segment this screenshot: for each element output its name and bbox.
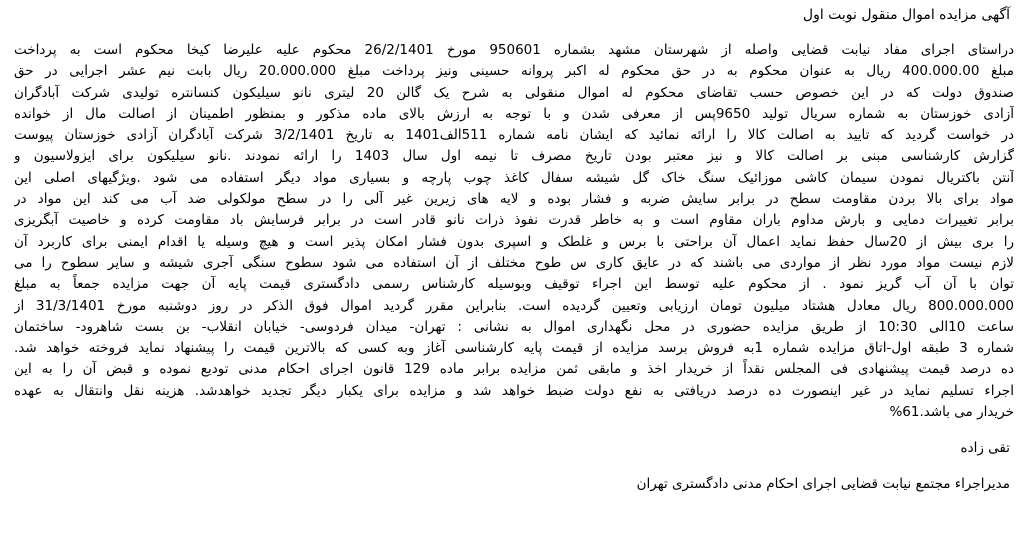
notice-body-line: دراستای اجرای مفاد نیابت قضایی واصله از شهرستان مشهد بشماره 950601 مورخ 26/2/1401 محکوم علیه علیرضا کیخا محکوم است به پرداخت [14, 42, 1014, 58]
notice-body-line: برابر تغییرات دمایی و بارش مداوم باران مقاوم است و به خاطر قدرت نفوذ ذرات نانو قادر است در برابر فرسایش باد مقاومت کرده و خاصیت آبگریزی [14, 212, 1014, 229]
notice-body-line: توان با آن آب گریز نمود . از محکوم علیه توسط این اجراء توقیف وبوسیله کارشناس رسمی دادگستری قیمت پایه آن جهت مزایده جمعاً به مبلغ [14, 276, 1014, 293]
notice-title: آگهی مزایده اموال منقول نوبت اول [802, 7, 1010, 23]
notice-body [14, 40, 1014, 423]
notice-body-line: آزادی خوزستان به شماره سریال تولید 9650پس از معرفی شدن و با توجه به ارزش بالای ماده مذکور و بمنظور اطمینان از اصالت مال از خوانده [14, 105, 1014, 122]
notice-body-line: صندوق دولت که در این خصوص حسب تقاضای محکوم له اموال منقولی به شرح یک گالن 20 لیتری نانو سیلیکون کنسانتره تولیدی شرکت آبادگران [14, 84, 1014, 101]
notice-body-line: ساعت 10الی 10:30 از طریق مزایده حضوری در محل نگهداری اموال به نشانی : تهران- میدان فردوسی- خیابان انقلاب- بن بست شاهرود- ساختمان [14, 318, 1014, 335]
notice-body-line: خریدار می باشد.61% [889, 404, 1014, 421]
notice-body-line: اجراء تسلیم نماید در غیر اینصورت ده درصد دریافتی به نفع دولت ضبط خواهد شد و مزایده برای یکبار دیگر تجدید خواهدشد. هزینه نقل وانتقال به عهده [14, 382, 1014, 399]
notice-body-line: در خواست گردید که تایید به اصالت کالا را ارائه نمائید که ایشان نامه شماره 511الف1401 به تاریخ 3/2/1401 شرکت آبادگران آزادی خوزستان پیوست [14, 127, 1014, 144]
notice-body-line: لازم نیست مواد مورد نظر از مواردی می باشند که در عایق کاری س طوح مختلف از آن استفاده می شود سطوح سنگی آجری شیشه و سایر سطوح را می [14, 254, 1014, 271]
notice-body-line: مواد برای بالا بردن مقاومت سطح در برابر سایش ضربه و فشار بوده و لایه های زیرین غیر آلی را در سطح مولکولی ضد آب می کند این مواد در [14, 191, 1014, 208]
signer-name: تقی زاده [960, 440, 1010, 457]
notice-body-line: گزارش کارشناسی مبنی بر اصالت کالا و نیز معتبر بودن تاریخ مصرف تا نیمه اول سال 1403 را ارائه نمودند .نانو سیلیکون برای ایزولاسیون و [14, 148, 1014, 165]
issuing-office: مدیراجراء مجتمع نیابت قضایی اجرای احکام مدنی دادگستری تهران [636, 476, 1010, 493]
notice-body-line: 800.000.000 ریال معادل هشتاد میلیون تومان ارزیابی وتعیین گردیده است. بنابراین مقرر گردید اموال فوق الذکر در روز دوشنبه مورخ 31/3/1401 از [14, 297, 1014, 314]
notice-body-line: ده درصد قیمت پیشنهادی فی المجلس نقداً از خریدار اخذ و مابقی ثمن مزایده برابر ماده 129 قانون اجرای احکام مدنی تودیع نموده و قبض آن را به این [14, 361, 1014, 378]
notice-body-line: را بری بیش از 20سال حفظ نماید اعمال آن براحتی با برس و غلطک و اسپری بدون فشار امکان پذیر است و هیچ وسیله یا اقدام ایمنی برای کاربرد آن [14, 233, 1014, 250]
notice-body-line: آنتن باکتریال نمودن سیمان کاشی موزائیک سنگ خاک گل شیشه سفال کاغذ چوب پارچه و بسیاری مواد دیگر استفاده می شود .ویژگیهای اصلی این [14, 169, 1014, 186]
notice-body-line: مبلغ 400.000.00 ریال به عنوان محکوم به در حق محکوم له اکبر پروانه حسینی ونیز پرداخت مبلغ 20.000.000 ریال بابت نیم عشر اجرایی در حق [14, 63, 1014, 80]
notice-body-line: شماره 3 طبقه اول-اتاق مزایده شماره 1به فروش برسد مزایده از قیمت پایه کارشناسی آغاز وبه کسی که بالاترین قیمت را پیشنهاد نماید فروخته خواهد شد. [14, 340, 1014, 357]
